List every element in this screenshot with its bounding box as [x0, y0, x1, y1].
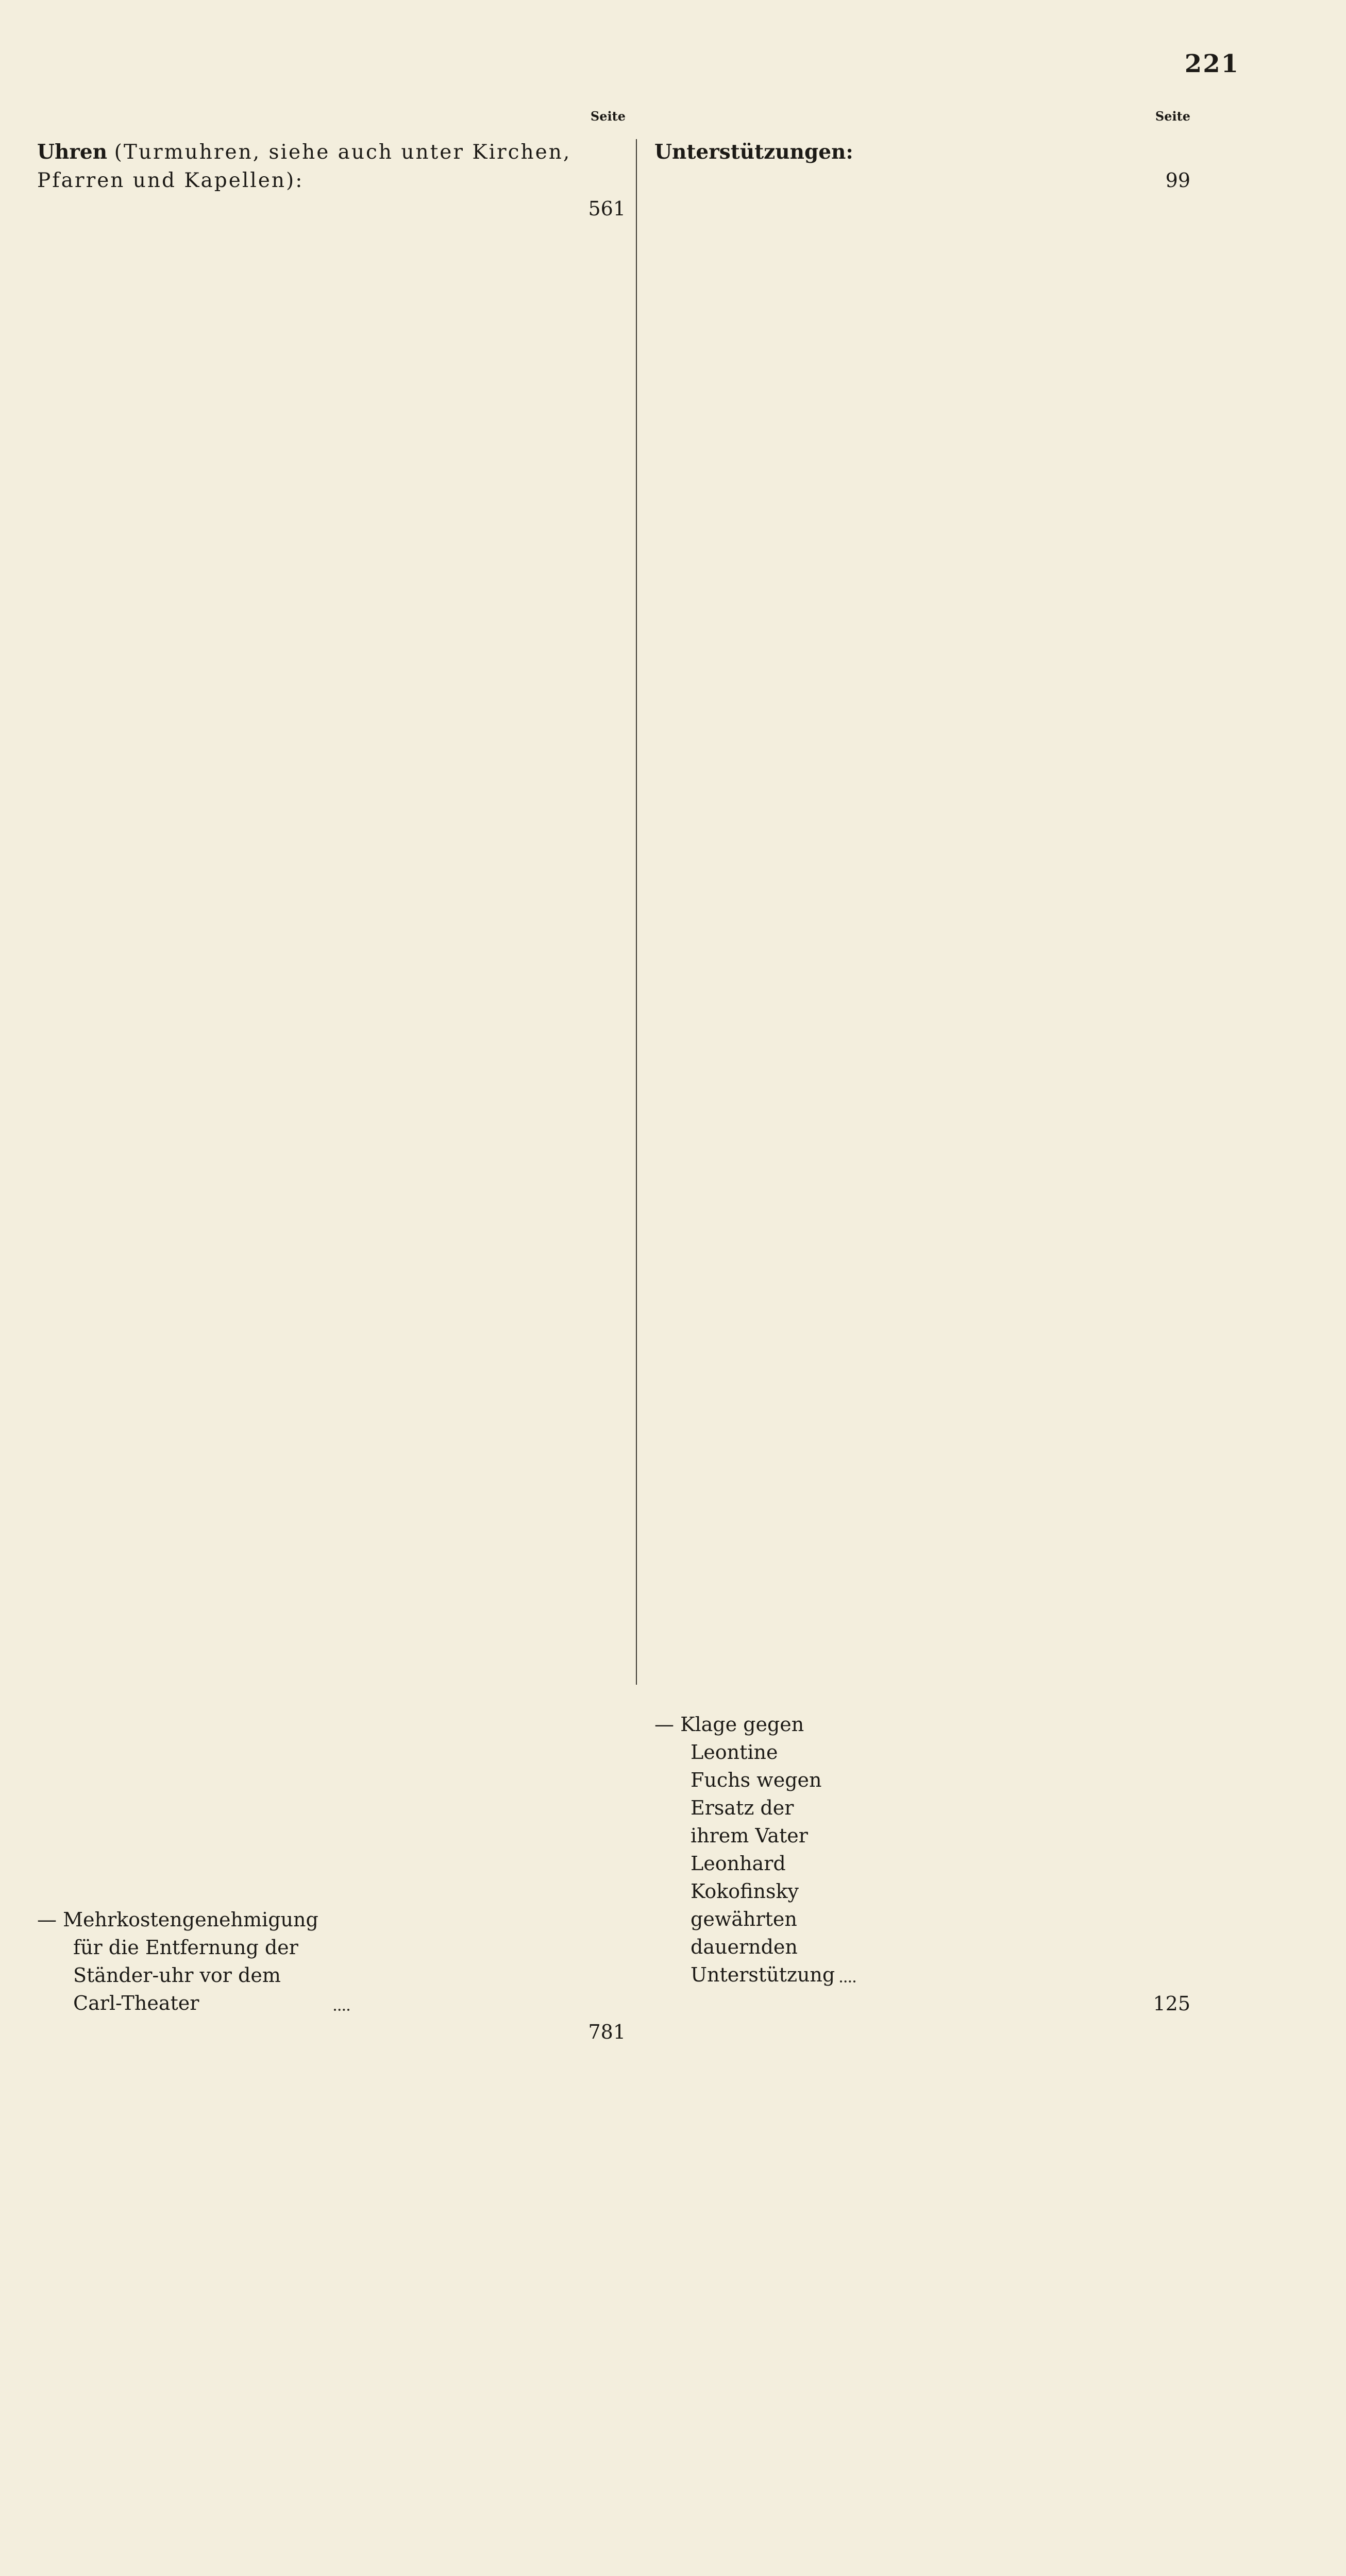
heading-uhren-title: Uhren	[37, 140, 108, 164]
page-number: 221	[1184, 49, 1239, 78]
seite-header-left: Seite	[590, 109, 626, 124]
entry-page-ref: 99	[1165, 169, 1190, 192]
heading-unterstuetzungen: Unterstützungen:	[654, 140, 853, 164]
leader-dots	[840, 1980, 855, 1982]
uhren-list	[37, 195, 626, 2576]
heading-uhren	[37, 138, 626, 195]
leader-dots	[334, 2009, 349, 2011]
column-divider	[636, 139, 637, 1685]
entry-page-ref: 125	[1153, 1992, 1190, 2015]
unterstuetzungen-list	[654, 166, 1190, 2576]
entry-text: — Klage gegen Leontine Fuchs wegen Ersatz der ihrem Vater Leonhard Kokofinsky gewährten dauernden Unterstützung	[654, 1713, 835, 1986]
index-entry	[37, 2018, 626, 2576]
right-column	[654, 108, 1190, 2576]
entry-page-ref: 561	[588, 197, 626, 220]
entry-text: — Mehrkostengenehmigung für die Entfernung der Ständer-uhr vor dem Carl-Theater	[37, 1908, 318, 2014]
heading-uhren-ref: (Turmuhren, siehe auch unter Kirchen, Pfarren und Kapellen):	[37, 141, 571, 192]
seite-header-right: Seite	[1155, 109, 1190, 124]
index-entry	[654, 1990, 1190, 2576]
index-entry	[37, 195, 626, 2017]
entry-page-ref: 781	[588, 2021, 626, 2043]
left-column	[37, 108, 626, 2576]
index-entry	[654, 166, 1190, 1989]
